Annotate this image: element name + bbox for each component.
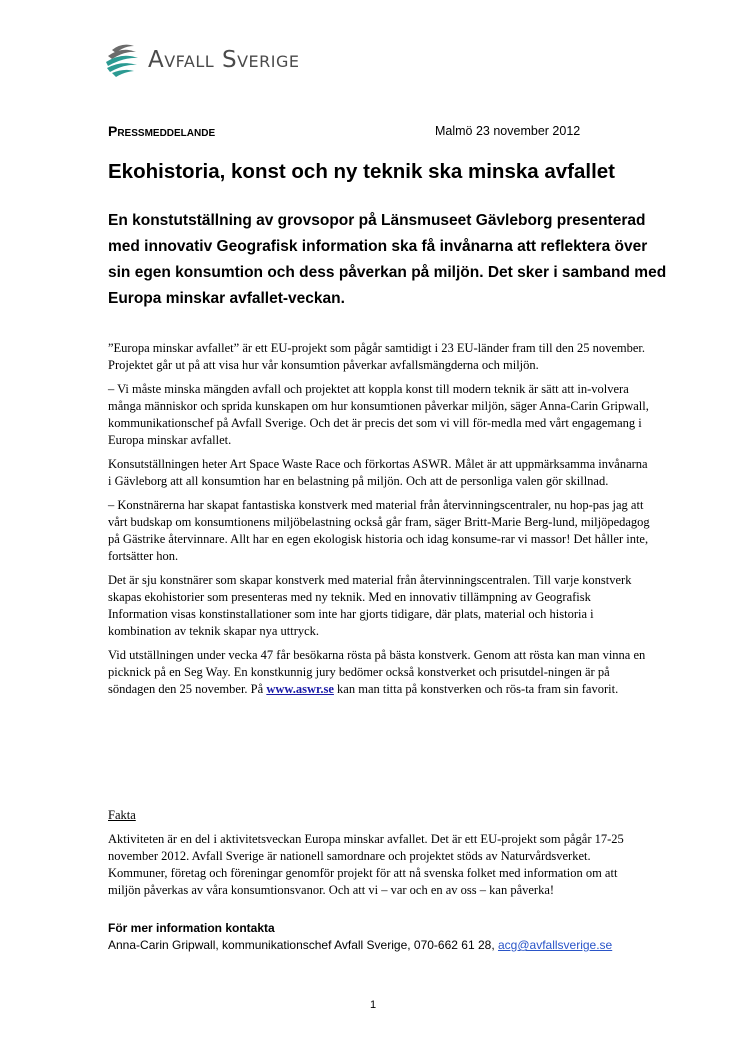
body-text bbox=[108, 340, 653, 705]
contact-block bbox=[108, 920, 612, 954]
paragraph: ”Europa minskar avfallet” är ett EU-projekt som pågår samtidigt i 23 EU-länder fram till den 25 november. Projektet går ut på att visa hur vår konsumtion påverkar avfallsmängderna och miljön. bbox=[108, 341, 645, 372]
logo-text: Avfall Sverige bbox=[148, 47, 300, 73]
document-kind: Pressmeddelande bbox=[108, 123, 216, 139]
paragraph: Konsutställningen heter Art Space Waste Race och förkortas ASWR. Målet är att uppmärksamma invånarna i Gävleborg att all konsumtion har en belastning på miljön. Och att de personliga valen gör skillnad. bbox=[108, 457, 648, 488]
contact-email-link[interactable]: acg@avfallsverige.se bbox=[497, 938, 613, 952]
logo bbox=[104, 40, 300, 80]
contact-line bbox=[108, 937, 612, 954]
contact-heading: För mer information kontakta bbox=[108, 921, 275, 935]
paragraph: – Konstnärerna har skapat fantastiska konstverk med material från återvinningscentraler, nu hop-pas jag att vårt budskap om konsumtionens miljöbelastning också går fram, säger Britt-Marie Berg-lund, miljöpedagog på Gästrike återvinnare. Allt har en egen ekologisk historia och idag konsume-rar vi massor! Det håller inte, fortsätter hon. bbox=[108, 498, 650, 563]
page-number: 1 bbox=[369, 999, 377, 1011]
header-row bbox=[108, 123, 638, 139]
paragraph-text: Vid utställningen under vecka 47 får besökarna rösta på bästa konstverk. Genom att rösta kan man vinna en picknick på en Seg Way. En konstkunnig jury bedömer också konstverket och prisutdel-ningen är på söndagen den 25 november. På bbox=[108, 648, 646, 696]
lead-paragraph: En konstutställning av grovsopor på Länsmuseet Gävleborg presenterad med innovativ Geografisk information ska få invånarna att reflektera över sin egen konsumtion och dess påverkan på miljön. Det sker i samband med Europa minskar avfallet-veckan. bbox=[108, 212, 667, 307]
aswr-link[interactable]: www.aswr.se bbox=[266, 682, 334, 696]
page-title: Ekohistoria, konst och ny teknik ska minska avfallet bbox=[108, 160, 615, 183]
paragraph: – Vi måste minska mängden avfall och projektet att koppla konst till modern teknik är sätt att in-volvera många människor och sprida kunskapen om hur konsumtionen påverkar miljön, säger Anna-Carin Gripwall, kommunikationschef på Avfall Sverige. Och det är precis det som vi vill för-medla med vårt engagemang i Europa minskar avfallet. bbox=[108, 382, 649, 447]
contact-text: Anna-Carin Gripwall, kommunikationschef Avfall Sverige, 070-662 61 28, bbox=[108, 938, 498, 952]
fakta-text: Aktiviteten är en del i aktivitetsveckan Europa minskar avfallet. Det är ett EU-projekt som pågår 17-25 november 2012. Avfall Sverige är nationell samordnare och projektet stöds av Naturvårdsverket. Kommuner, företag och föreningar genomför projekt för att nå svenska folket med information om att miljön påverkas av våra konsumtionsvanor. Och att vi – var och en av oss – kan påverka! bbox=[108, 832, 624, 897]
wave-swirl-logo-icon bbox=[104, 40, 140, 80]
paragraph-text: kan man titta på konstverken och rös-ta fram sin favorit. bbox=[333, 682, 619, 696]
paragraph bbox=[108, 647, 653, 698]
fakta-heading: Fakta bbox=[108, 808, 136, 822]
document-date: Malmö 23 november 2012 bbox=[435, 124, 581, 138]
paragraph: Det är sju konstnärer som skapar konstverk med material från återvinningscentralen. Till varje konstverk skapas ekohistorier som presenteras med ny teknik. Med en innovativ tillämpning av Geografisk Information visas konstinstallationer som inte har gjorts tidigare, där plats, material och historia i kombination av teknik skapar nya uttryck. bbox=[108, 573, 632, 638]
